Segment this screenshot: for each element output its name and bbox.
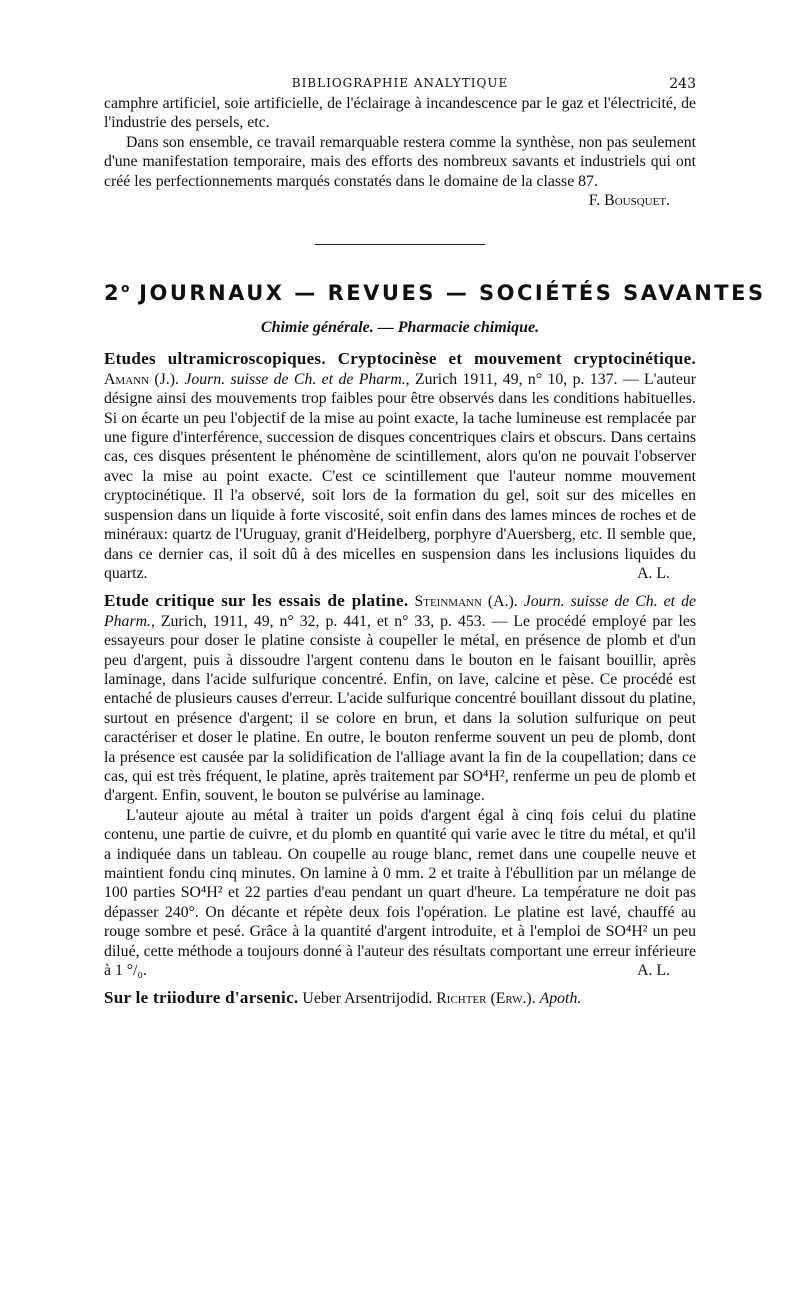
- running-header: [104, 72, 696, 94]
- article-1-ref: , Zurich 1911, 49, n° 10, p. 137. —: [405, 370, 645, 388]
- section-divider: [315, 244, 485, 245]
- article-3-journal: Apoth.: [539, 990, 582, 1008]
- article-2-signature: A. L.: [637, 962, 670, 980]
- article-1-author: Amann: [104, 370, 150, 388]
- article-1-title: Etudes ultramicroscopiques. Cryptocinèse et mouvement cryptocinétique.: [104, 349, 696, 369]
- running-title: BIBLIOGRAPHIE ANALYTIQUE: [291, 76, 509, 90]
- section-heading: [104, 281, 766, 306]
- section-subtitle: Chimie générale. — Pharmacie chimique.: [260, 319, 540, 337]
- article-2-author: Steinmann: [414, 593, 482, 611]
- article-3-paragraph: [104, 988, 696, 1008]
- intro-signature: F. Bousquet.: [588, 192, 670, 210]
- article-3-german-title: Ueber Arsentrijodid.: [298, 990, 437, 1008]
- article-1-journal: Journ. suisse de Ch. et de Pharm.: [184, 370, 406, 388]
- article-2-author-initial: (A.).: [481, 593, 524, 611]
- intro-block: [104, 94, 696, 210]
- intro-paragraph-2: [104, 133, 696, 210]
- section-title: JOURNAUX — REVUES — SOCIÉTÉS SAVANTES: [129, 281, 766, 306]
- article-1: [104, 349, 696, 583]
- page-number: 243: [669, 76, 696, 92]
- article-2-text-2: L'auteur ajoute au métal à traiter un poids d'argent égal à cinq fois celui du platine contenu, une partie de cuivre, et du plomb en quantité qui varie avec le titre du métal, et qu'il a indiquée dans un tableau. On coupelle au rouge blanc, remet dans une coupelle neuve et maintient fondu cinq minutes. On lamine à 0 mm. 2 et traite à l'ébullition par un mélange de 100 parties SO⁴H² et 22 parties d'eau pendant un quart d'heure. La température ne doit pas dépasser 240°. On décante et répète deux fois l'opération. Le platine est lavé, chauffé au rouge sombre et pesé. Grâce à la quantité d'argent introduite, et à l'emploi de SO⁴H² un peu dilué, cette méthode a toujours donné à l'auteur des résultats comportant une erreur inférieure à 1 °/₀.: [104, 806, 696, 980]
- section-number: 2: [104, 281, 122, 306]
- article-1-paragraph: [104, 349, 696, 583]
- article-3-author-initial: (Erw.).: [486, 990, 540, 1008]
- article-3: [104, 988, 696, 1008]
- page: [104, 72, 766, 1009]
- article-2-text: Le procédé employé par les essayeurs pour doser le platine consiste à coupeller le métal, en présence de plomb et d'un peu d'argent, puis à dissoudre l'argent contenu dans le bouton en le faisant bouillir, après laminage, dans l'acide sulfurique concentré. Enfin, on lave, calcine et pèse. Ce procédé est entaché de plusieurs causes d'erreur. L'acide sulfurique concentré bouillant dissout du platine, surtout en présence d'argent; il se colore en brun, et dans la solution sulfurique on peut caractériser et doser le platine. En outre, le bouton renferme souvent un peu de plomb, dont la présence est causée par la solidification de l'alliage avant la fin de la coupellation; dans ce cas, qui est très fréquent, le platine, après traitement par SO⁴H², renferme un peu de plomb et d'argent. Enfin, souvent, le bouton se pulvérise au laminage.: [104, 612, 697, 805]
- article-1-author-initial: (J.).: [149, 370, 185, 388]
- article-1-text: L'auteur désigne ainsi des mouvements trop faibles pour être observés dans les conditions habituelles. Si on écarte un peu l'objectif de la mise au point exacte, la tache lumineuse est remplacée par une figure d'interférence, succession de disques concentriques clairs et obscurs. Dans certains cas, ces disques présentent le phénomène de scintillement, alors qu'on ne pouvait l'observer avec la mise au point exacte. C'est ce scintillement que l'auteur nomme mouvement cryptocinétique. Il l'a observé, soit lors de la formation du gel, soit sur des micelles en suspension dans un liquide à forte viscosité, soit enfin dans des lames minces de roches et de minéraux: quartz de l'Uruguay, granit d'Heidelberg, porphyre d'Auersberg, etc. Il semble que, dans ce dernier cas, il soit dû à des micelles en suspension dans les inclusions liquides du quartz.: [104, 370, 696, 582]
- article-2-paragraph-2: [104, 806, 696, 981]
- section-number-sup: o: [121, 281, 130, 296]
- article-2-paragraph-1: [104, 591, 696, 805]
- intro-paragraph-2-text: Dans son ensemble, ce travail remarquable restera comme la synthèse, non pas seulement d'une manifestation temporaire, mais des efforts des nombreux savants et industriels qui ont créé les perfectionnements marqués constatés dans le domaine de la classe 87.: [104, 133, 696, 190]
- intro-paragraph-1: camphre artificiel, soie artificielle, de l'éclairage à incandescence par le gaz et l'électricité, de l'industrie des persels, etc.: [104, 95, 696, 132]
- article-2-ref: , Zurich, 1911, 49, n° 32, p. 441, et n° 33, p. 453. —: [150, 612, 514, 630]
- article-2: [104, 591, 696, 980]
- article-3-author: Richter: [436, 990, 487, 1008]
- article-2-journal: Journ. suisse de Ch. et de Pharm.: [104, 593, 696, 630]
- article-2-title: Etude critique sur les essais de platine.: [104, 591, 409, 611]
- article-1-signature: A. L.: [637, 564, 670, 582]
- article-3-title: Sur le triiodure d'arsenic.: [104, 988, 299, 1008]
